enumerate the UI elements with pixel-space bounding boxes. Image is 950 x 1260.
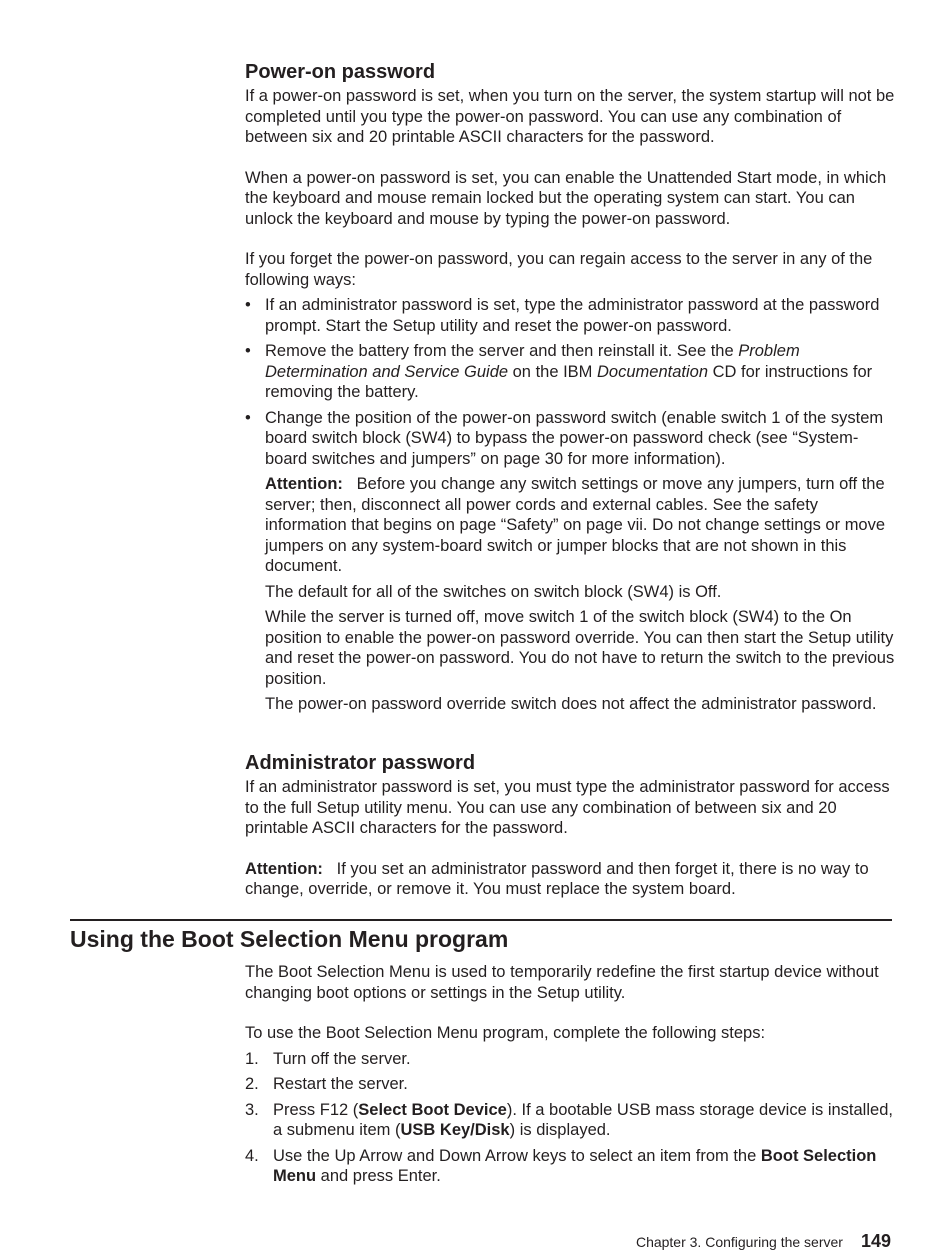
bullet-1-text: If an administrator password is set, type the administrator password at the password prompt. Start the Setup utility and reset the power-on password. [265,296,880,335]
bullet-2-text-b: on the IBM [508,362,598,381]
switch-default-note: The default for all of the switches on switch block (SW4) is Off. [265,582,722,601]
admin-attention-note [245,859,895,900]
chapter-title: Chapter 3. Configuring the server [635,1234,843,1250]
power-on-paragraph-1: If a power-on password is set, when you turn on the server, the system startup will not be completed until you type the power-on password. You can use any combination of between six and 20 printable ASCII characters for the password. [245,87,895,146]
switch-admin-note: The power-on password override switch does not affect the administrator password. [265,695,877,713]
list-item [245,1074,895,1095]
bullet-2-text-c: CD for instructions for removing the battery. [265,362,873,401]
bullet-2-text-a: Remove the battery from the server and then reinstall it. See the [265,342,739,360]
bullet-marker: • [245,408,251,427]
admin-paragraph-1: If an administrator password is set, you must type the administrator password for access to the full Setup utility menu. You can use any combination of between six and 20 printable ASCII characters for the password. [245,778,890,837]
list-item [245,408,895,470]
admin-section [245,752,895,900]
step-3-text-e: ) is displayed. [509,1121,611,1139]
documentation-cd-title: Documentation [597,362,708,381]
boot-paragraph-2: To use the Boot Selection Menu program, complete the following steps: [245,1024,766,1042]
step-number: 1. [245,1049,259,1068]
select-boot-device-term: Select Boot Device [358,1100,507,1119]
page-number: 149 [860,1231,891,1251]
list-item [245,1146,895,1187]
usb-key-disk-term: USB Key/Disk [400,1121,510,1139]
bullet-marker: • [245,296,251,314]
step-3-text-a: Press F12 ( [273,1100,359,1119]
step-1-text: Turn off the server. [273,1049,411,1068]
switch-attention-note [265,474,895,577]
list-item [245,295,895,336]
step-4-text-a: Use the Up Arrow and Down Arrow keys to select an item from the [273,1146,761,1165]
attention-text: Before you change any switch settings or move any jumpers, turn off the server; then, disconnect all power cords and external cables. See the safety information that begins on page “Safety” on page vii. Do not change settings or move jumpers on any system-board switch or jumper blocks that are not shown in this document. [265,475,886,575]
step-2-text: Restart the server. [273,1075,408,1093]
step-number: 2. [245,1075,259,1093]
attention-text: If you set an administrator password and then forget it, there is no way to change, override, or remove it. You must replace the system board. [245,859,869,898]
admin-heading: Administrator password [245,752,476,774]
section-divider [70,919,892,921]
page-footer [636,1230,891,1253]
bullet-marker: • [245,342,251,360]
bullet-3-text: Change the position of the power-on password switch (enable switch 1 of the system board switch block (SW4) to bypass the power-on password check (see “System-board switches and jumpers” on page 30 for more information). [265,408,884,468]
switch-override-steps: While the server is turned off, move switch 1 of the switch block (SW4) to the On position to enable the power-on password override. You can then start the Setup utility and reset the power-on password. You do not have to return the switch to the previous position. [265,608,895,688]
list-item [245,1100,895,1141]
attention-label: Attention: [245,859,323,878]
list-item [245,341,895,403]
power-on-heading: Power-on password [245,61,436,83]
power-on-section [245,61,895,720]
boot-section-heading: Using the Boot Selection Menu program [70,926,509,952]
step-4-text-c: and press Enter. [316,1167,441,1185]
problem-determination-guide-title: Problem Determination and Service Guide [265,342,800,381]
step-number: 4. [245,1146,259,1165]
boot-paragraph-1: The Boot Selection Menu is used to temporarily redefine the first startup device without changing boot options or settings in the Setup utility. [245,963,879,1002]
step-number: 3. [245,1100,259,1119]
switch-details [265,474,895,715]
boot-section [245,962,895,1192]
boot-selection-menu-term: Boot Selection Menu [273,1146,877,1185]
boot-steps-list [245,1049,895,1187]
power-on-paragraph-2: When a power-on password is set, you can enable the Unattended Start mode, in which the keyboard and mouse remain locked but the operating system can start. You can unlock the keyboard and mouse by typing the power-on password. [245,168,887,228]
attention-label: Attention: [265,475,343,493]
list-item [245,1049,895,1070]
power-on-paragraph-3: If you forget the power-on password, you can regain access to the server in any of the following ways: [245,250,873,289]
recovery-options-list [245,295,895,469]
step-3-text-c: ). If a bootable USB mass storage device is installed, a submenu item ( [273,1100,893,1139]
